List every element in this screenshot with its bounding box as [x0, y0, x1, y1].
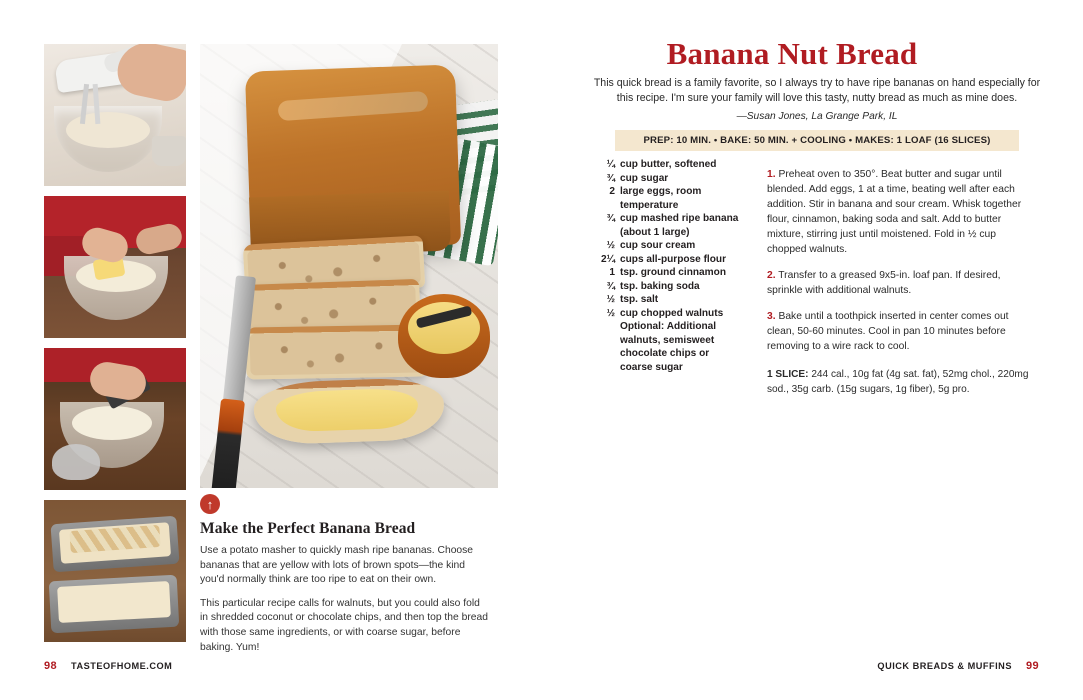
recipe-meta-bar: PREP: 10 MIN. • BAKE: 50 MIN. + COOLING • MAKES: 1 LOAF (16 SLICES): [615, 130, 1019, 151]
ingredients-list: [593, 158, 743, 408]
ingredient-row: [593, 212, 743, 239]
ingredient-amount: ¾: [606, 213, 615, 225]
tip-paragraph-1: Use a potato masher to quickly mash ripe bananas. Choose bananas that are yellow with lots of brown spots—the kind you'd normally think are too ripe to eat on their own.: [200, 545, 474, 586]
ingredient-row: [593, 266, 743, 280]
ingredient-amount: ½: [606, 307, 615, 319]
ingredient-text: tsp. baking soda: [620, 280, 700, 292]
recipe-intro-text: This quick bread is a family favorite, so I always try to have ripe bananas on hand especially for this recipe. I'm sure your family will love this tasty, nutty bread as much as mine does.: [593, 77, 1041, 105]
ingredient-row: [593, 293, 743, 307]
ingredient-amount: ½: [606, 240, 615, 252]
instructions-list: [767, 158, 1035, 408]
up-arrow-icon: ↑: [200, 494, 220, 514]
nutrition-info: [767, 368, 1035, 397]
nutrition-text: 244 cal., 10g fat (4g sat. fat), 52mg chol., 220mg sod., 35g carb. (15g sugars, 1g fiber), 5g pro.: [767, 369, 1029, 396]
ingredient-text: large eggs, room temperature: [620, 186, 702, 211]
ingredient-text: cup mashed ripe banana (about 1 large): [620, 213, 739, 238]
ingredient-amount: 2: [609, 186, 615, 198]
footer-right: [877, 660, 1039, 672]
recipe-title: Banana Nut Bread: [666, 36, 918, 71]
ingredient-row: [593, 239, 743, 253]
step-number: 2.: [767, 269, 776, 281]
ingredient-row: [593, 158, 743, 172]
step-photo-mixing-bowl: [44, 196, 186, 338]
step-number: 1.: [767, 169, 776, 181]
step-text: Preheat oven to 350°. Beat butter and sugar until blended. Add eggs, 1 at a time, beating well after each addition. Stir in banana and sour cream. Whisk together flour, cinnamon, baking soda and salt. Add to butter mixture, stirring just until moistened. Fold in ½ cup chopped walnuts.: [767, 169, 1022, 255]
page-number-right: 99: [1025, 660, 1039, 672]
step-photo-hand-mixer: [44, 44, 186, 186]
step-text: Transfer to a greased 9x5-in. loaf pan. If desired, sprinkle with additional walnuts.: [767, 269, 1001, 296]
right-page: [541, 0, 1083, 700]
instruction-step: [767, 269, 1035, 299]
step-photo-strip: [44, 44, 186, 652]
ingredient-amount: ¾: [606, 172, 615, 184]
left-page: [0, 0, 541, 700]
ingredient-row: [593, 172, 743, 186]
ingredient-text: cup sugar: [620, 172, 669, 184]
ingredient-text: tsp. ground cinnamon: [620, 267, 726, 279]
ingredient-text: cup chopped walnuts Optional: Additional walnuts, semisweet chocolate chips or coarse sugar: [620, 307, 724, 373]
ingredient-row: [593, 307, 743, 375]
footer-text-right: QUICK BREADS & MUFFINS: [877, 661, 1012, 671]
hero-photo-banana-bread: [200, 44, 498, 488]
footer-text-left: TASTEOFHOME.COM: [71, 661, 173, 671]
step-photo-folding-batter: [44, 348, 186, 490]
step-text: Bake until a toothpick inserted in center comes out clean, 50-60 minutes. Cool in pan 10 minutes before removing to a wire rack to cool.: [767, 310, 1009, 352]
recipe-intro: [591, 76, 1043, 125]
tip-paragraph-2: This particular recipe calls for walnuts, but you could also fold in shredded coconut or chocolate chips, and then top the bread with those same ingredients, or with coarse sugar, before baking. Yum!: [200, 597, 488, 653]
page-number-left: 98: [44, 660, 58, 672]
ingredient-text: tsp. salt: [620, 294, 659, 306]
footer-left: [44, 660, 172, 672]
step-photo-loaf-pans: [44, 500, 186, 642]
instruction-step: [767, 310, 1035, 355]
ingredient-row: [593, 253, 743, 267]
ingredient-text: cup butter, softened: [620, 159, 717, 170]
ingredient-row: [593, 280, 743, 294]
ingredient-amount: 1: [609, 267, 615, 279]
recipe-columns: [593, 158, 1043, 408]
ingredient-text: cups all-purpose flour: [620, 253, 726, 265]
tip-block: [200, 494, 488, 664]
ingredient-text: cup sour cream: [620, 240, 696, 252]
step-number: 3.: [767, 310, 776, 322]
ingredient-amount: 2¼: [600, 253, 615, 265]
instruction-step: [767, 168, 1035, 258]
ingredient-amount: ¾: [606, 280, 615, 292]
ingredient-row: [593, 185, 743, 212]
ingredient-amount: ¼: [606, 159, 615, 170]
recipe-credit: —Susan Jones, La Grange Park, IL: [736, 110, 898, 122]
tip-title: Make the Perfect Banana Bread: [200, 520, 416, 537]
ingredient-amount: ½: [606, 294, 615, 306]
nutrition-label: 1 SLICE:: [767, 369, 809, 381]
